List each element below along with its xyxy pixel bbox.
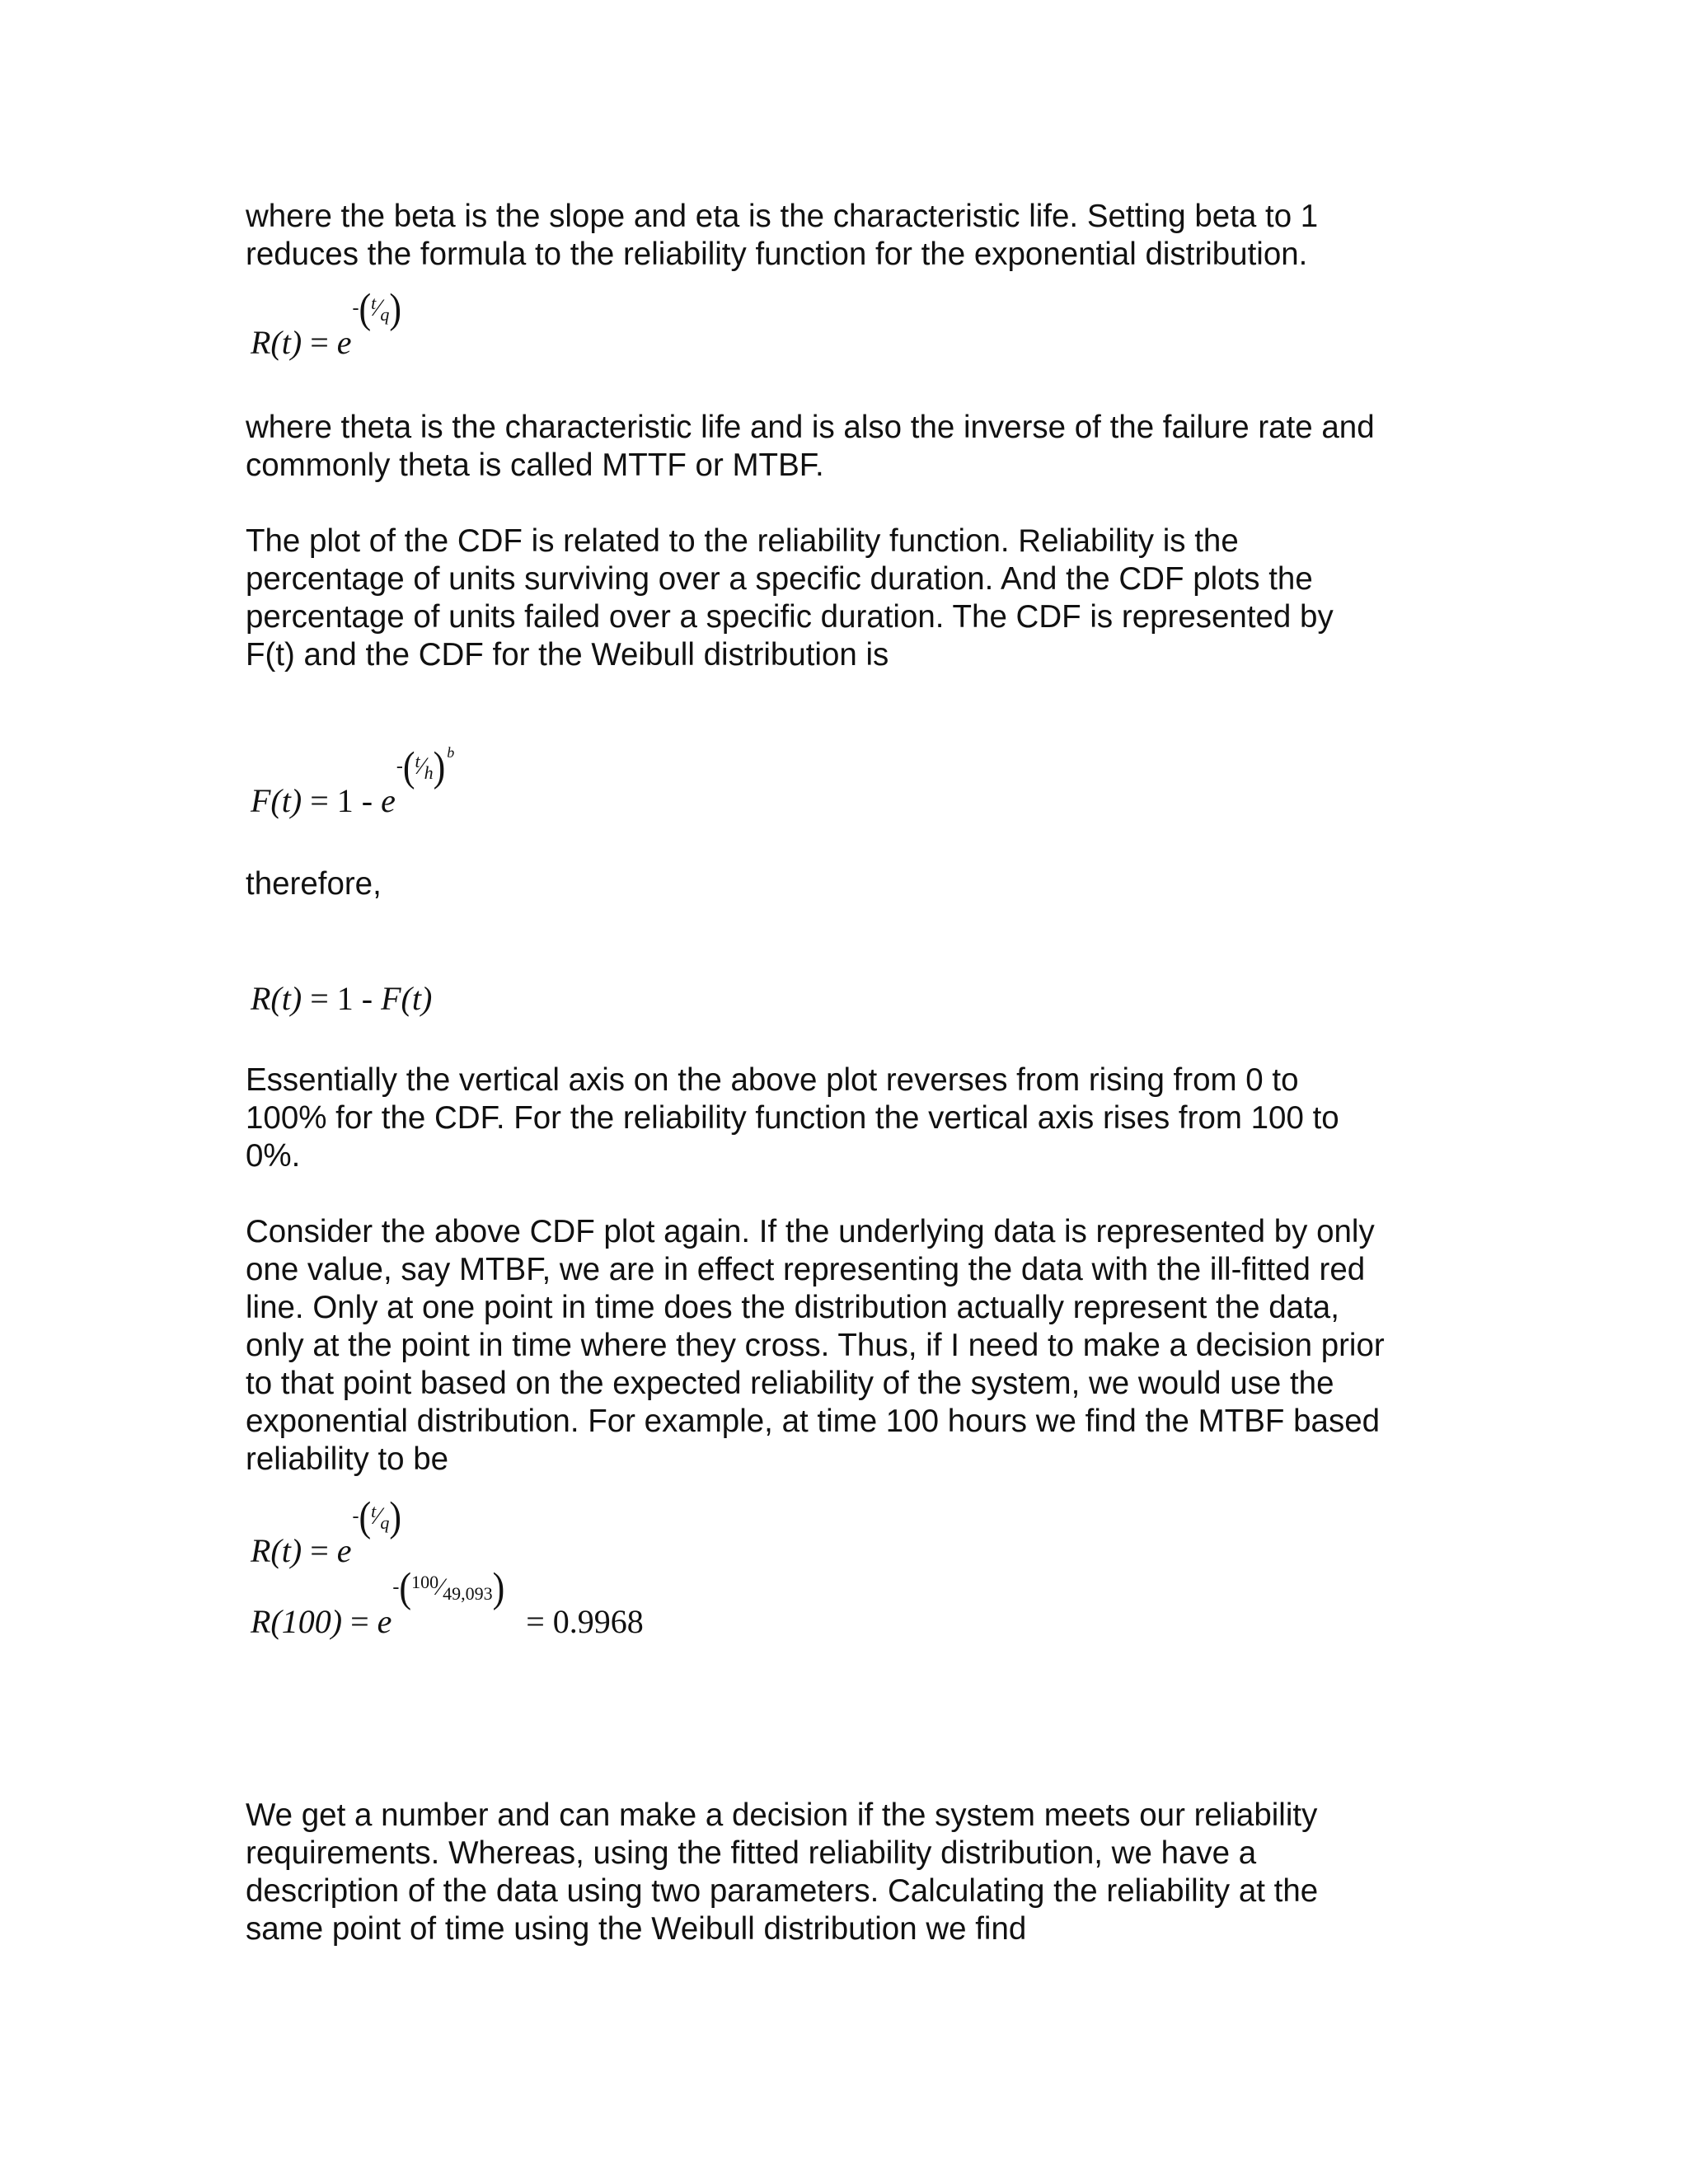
eq5-minus: -	[392, 1577, 400, 1598]
eq1-exponent: -(t⁄q)	[352, 285, 401, 333]
eq2-equals: =	[310, 782, 329, 819]
eq2-den: h	[424, 762, 434, 784]
paragraph-weibull-comparison: We get a number and can make a decision if the system meets our reliability requirements. Whereas, using the fitted reliability distribution, we have a description of the data using two parameters. Calculating the reliability at the same point of time using the Weibull distribution we find	[246, 1797, 1319, 1947]
eq4-equals: =	[310, 1532, 329, 1569]
eq2-num: t	[415, 751, 420, 772]
eq1-base: e	[336, 324, 352, 361]
eq2-power: b	[447, 744, 455, 761]
equation-weibull-cdf	[251, 743, 455, 821]
paragraph-vertical-axis: Essentially the vertical axis on the above plot reverses from rising from 0 to 100% for the CDF. For the reliability function the vertical axis rises from 100 to 0%.	[246, 1062, 1339, 1174]
eq3-one: 1	[336, 980, 354, 1017]
eq4-den: q	[380, 1512, 390, 1534]
eq1-equals: =	[310, 324, 329, 361]
eq1-lhs: R(t)	[251, 324, 302, 361]
eq5-exponent: -(100⁄49,093)	[392, 1564, 505, 1612]
equation-mtbf-reliability	[251, 1493, 401, 1571]
eq4-base: e	[336, 1532, 352, 1569]
eq4-num: t	[371, 1501, 377, 1522]
eq2-exponent: -(t⁄h) $^b$	[396, 743, 455, 791]
eq3-minus-op: -	[361, 980, 373, 1017]
eq2-minus: -	[396, 756, 403, 777]
eq1-minus: -	[352, 298, 359, 319]
paragraph-beta-eta: where the beta is the slope and eta is the characteristic life. Setting beta to 1 reduces the formula to the reliability function for the exponential distribution.	[246, 199, 1319, 272]
eq4-lhs: R(t)	[251, 1532, 302, 1569]
eq5-equals: =	[350, 1603, 369, 1640]
eq1-num: t	[371, 293, 377, 314]
paragraph-therefore: therefore,	[246, 866, 382, 902]
eq3-rhs: F(t)	[381, 980, 433, 1017]
equation-exponential-reliability	[251, 285, 401, 363]
eq5-lhs: R(100)	[251, 1603, 343, 1640]
paragraph-cdf-plot: The plot of the CDF is related to the reliability function. Reliability is the percentage of units surviving over a specific duration. And the CDF plots the percentage of units failed over a specific duration. The CDF is represented by F(t) and the CDF for the Weibull distribution is	[246, 523, 1334, 673]
eq3-lhs: R(t)	[251, 980, 302, 1017]
eq5-den: 49,093	[443, 1583, 493, 1605]
eq2-one: 1	[336, 782, 354, 819]
eq4-exponent: -(t⁄q)	[352, 1493, 401, 1541]
paragraph-consider-cdf: Consider the above CDF plot again. If the underlying data is represented by only one value, say MTBF, we are in effect representing the data with the ill-fitted red line. Only at one point in time does the distribution actually represent the data, only at the point in time where they cross. Thus, if I need to make a decision prior to that point based on the expected reliability of the system, we would use the exponential distribution. For example, at time 100 hours we find the MTBF based reliability to be	[246, 1214, 1385, 1477]
eq5-result: 0.9968	[552, 1603, 644, 1640]
equation-r100	[251, 1564, 644, 1642]
eq4-minus: -	[352, 1506, 359, 1527]
eq3-equals: =	[310, 980, 329, 1017]
eq2-base: e	[381, 782, 396, 819]
eq1-den: q	[380, 304, 390, 326]
eq5-base: e	[377, 1603, 392, 1640]
eq5-equals-2: =	[526, 1603, 545, 1640]
eq5-num: 100	[411, 1572, 439, 1593]
eq2-minus-op: -	[361, 782, 373, 819]
equation-reliability-complement	[251, 979, 432, 1019]
paragraph-theta: where theta is the characteristic life and is also the inverse of the failure rate and commonly theta is called MTTF or MTBF.	[246, 410, 1375, 483]
eq2-lhs: F(t)	[251, 782, 302, 819]
